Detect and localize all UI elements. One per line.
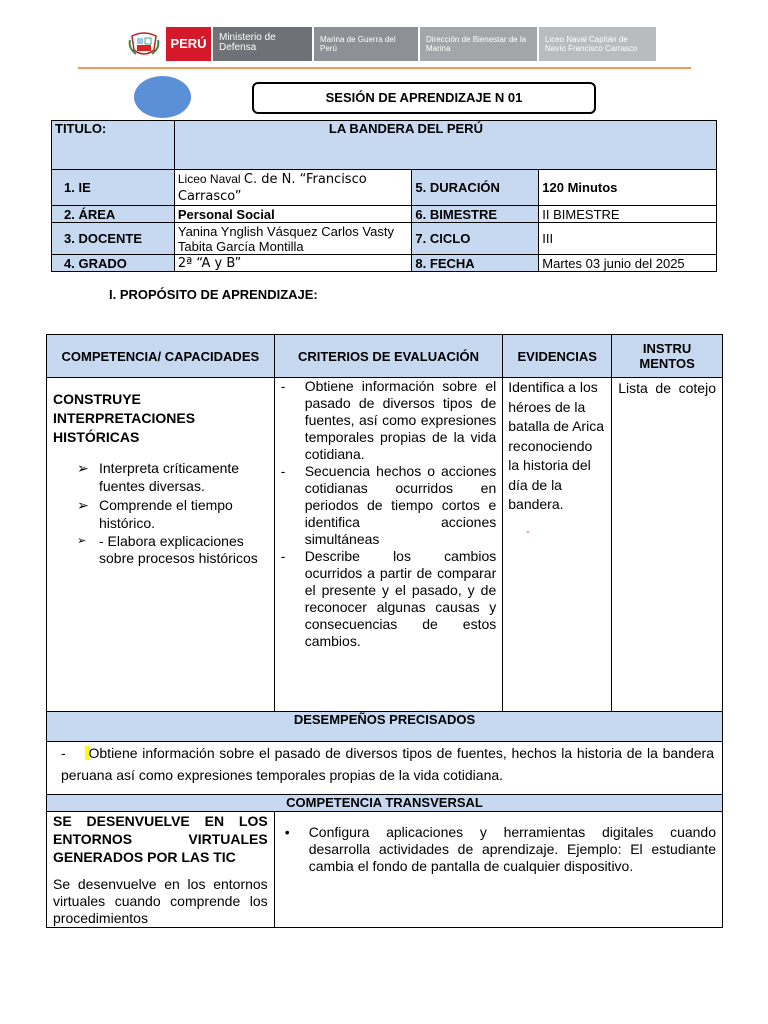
- area-value: Personal Social: [174, 206, 412, 223]
- bimestre-value: II BIMESTRE: [539, 206, 717, 223]
- header-divider: [78, 67, 691, 69]
- desempeno-dash: -: [61, 745, 66, 761]
- competencia-header: COMPETENCIA/ CAPACIDADES: [47, 335, 275, 378]
- coat-of-arms-icon: [128, 28, 160, 60]
- decorative-circle: [134, 76, 191, 118]
- criterios-list: [275, 378, 497, 650]
- evidencias-header: EVIDENCIAS: [503, 335, 612, 378]
- info-row-ie: [52, 170, 717, 206]
- capacidad-item: ➢ - Elabora explicaciones sobre procesos históricos: [77, 533, 258, 566]
- learning-header-row: [47, 335, 723, 378]
- duracion-value: 120 Minutos: [539, 170, 717, 206]
- criterio-item: - Obtiene información sobre el pasado de diversos tipos de fuentes, así como expresiones temporales propias de la vida cotidiana.: [275, 378, 497, 463]
- evidencia-mark: -: [526, 526, 530, 538]
- criterios-cell: [274, 378, 503, 712]
- info-row-area: [52, 206, 717, 223]
- transversal-row: [47, 812, 723, 928]
- transversal-list: [275, 824, 716, 875]
- direccion-label: Dirección de Bienestar de la Marina: [420, 27, 537, 61]
- evidencia-text: Identifica a los héroes de la batalla de Arica reconociendo la historia del día de la bandera.: [508, 379, 604, 512]
- transversal-desc: Se desenvuelve en los entornos virtuales cuando comprende los procedimientos: [53, 876, 268, 926]
- grado-label: 4. GRADO: [52, 255, 175, 272]
- title-row: [52, 121, 717, 170]
- marina-label: Marina de Guerra del Perú: [314, 27, 418, 61]
- transversal-competencia-cell: [47, 812, 275, 928]
- transversal-heading: COMPETENCIA TRANSVERSAL: [47, 795, 723, 812]
- instrumento-cell: Lista de cotejo: [612, 378, 723, 712]
- capacidades-list: [53, 459, 268, 567]
- peru-logo: PERÚ: [166, 27, 211, 61]
- arrow-bullet-icon: ➢: [77, 535, 87, 547]
- area-label: 2. ÁREA: [52, 206, 175, 223]
- competencia-title: CONSTRUYE INTERPRETACIONES HISTÓRICAS: [53, 391, 196, 445]
- grado-value: 2ª “A y B”: [174, 255, 412, 272]
- fecha-label: 8. FECHA: [412, 255, 539, 272]
- evidencia-cell: [503, 378, 612, 712]
- criterio-item: - Describe los cambios ocurridos a partir de comparar el presente y el pasado, y de reconocer algunas causas y consecuencias de estos cambios.: [275, 548, 497, 650]
- bimestre-label: 6. BIMESTRE: [412, 206, 539, 223]
- capacidad-item: ➢ Interpreta críticamente fuentes diversas.: [77, 460, 240, 494]
- desempeno-cell: [47, 742, 723, 795]
- transversal-heading-row: [47, 795, 723, 812]
- ministerio-defensa-label: Ministerio de Defensa: [213, 27, 312, 61]
- titulo-value: LA BANDERA DEL PERÚ: [174, 121, 716, 170]
- learning-content-row: [47, 378, 723, 712]
- fecha-value: Martes 03 junio del 2025: [539, 255, 717, 272]
- docente-value: Yanina Ynglish Vásquez Carlos Vasty Tabita García Montilla: [174, 223, 412, 255]
- transversal-item: • Configura aplicaciones y herramientas digitales cuando desarrolla actividades de aprendizaje. Ejemplo: El estudiante cambia el fondo de pantalla de cualquier dispositivo.: [275, 824, 716, 875]
- desempenos-heading: DESEMPEÑOS PRECISADOS: [47, 712, 723, 742]
- desempeno-row: [47, 742, 723, 795]
- session-info-table: [51, 120, 717, 272]
- arrow-bullet-icon: ➢: [77, 497, 89, 513]
- instrumentos-header: INSTRU MENTOS: [612, 335, 723, 378]
- transversal-title: SE DESENVUELVE EN LOS ENTORNOS VIRTUALES GENERADOS POR LAS TIC: [53, 813, 268, 865]
- criterio-item: - Secuencia hechos o acciones cotidianas ocurridos en periodos de tiempo cortos e identifica acciones simultáneas: [275, 463, 497, 548]
- ie-value: Liceo Naval C. de N. “Francisco Carrasco”: [174, 170, 412, 206]
- info-row-grado: [52, 255, 717, 272]
- ciclo-label: 7. CICLO: [412, 223, 539, 255]
- arrow-bullet-icon: ➢: [77, 460, 89, 476]
- capacidad-item: ➢ Comprende el tiempo histórico.: [77, 497, 233, 531]
- desempenos-heading-row: [47, 712, 723, 742]
- ie-label: 1. IE: [52, 170, 175, 206]
- transversal-item-cell: [274, 812, 722, 928]
- info-row-docente: [52, 223, 717, 255]
- proposito-heading: I. PROPÓSITO DE APRENDIZAJE:: [109, 287, 318, 302]
- titulo-label: TITULO:: [52, 121, 175, 170]
- competencia-cell: [47, 378, 275, 712]
- ciclo-value: III: [539, 223, 717, 255]
- docente-label: 3. DOCENTE: [52, 223, 175, 255]
- desempeno-text: Obtiene información sobre el pasado de diversos tipos de fuentes, hechos la historia de la bandera peruana así como expresiones temporales propias de la vida cotidiana.: [61, 745, 714, 783]
- criterios-header: CRITERIOS DE EVALUACIÓN: [274, 335, 503, 378]
- liceo-label: Liceo Naval Capitán de Navío Francisco Carrasco: [539, 27, 656, 61]
- learning-purpose-table: [46, 334, 723, 928]
- session-title: SESIÓN DE APRENDIZAJE N 01: [252, 82, 596, 114]
- duracion-label: 5. DURACIÓN: [412, 170, 539, 206]
